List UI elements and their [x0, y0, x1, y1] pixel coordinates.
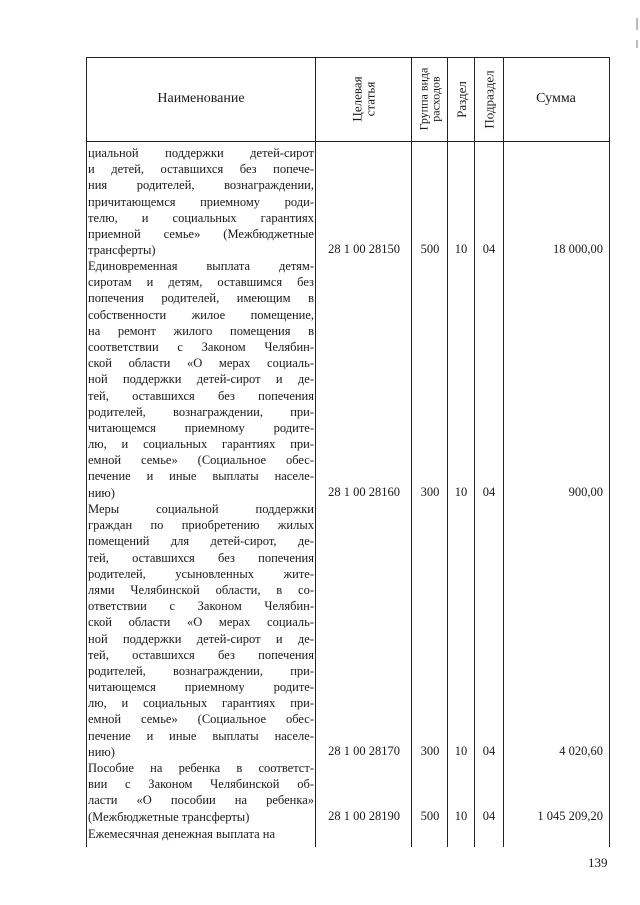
description-line: собственности жилое помещение, — [88, 307, 314, 322]
description-line: печение и иные выплаты населе- — [88, 469, 314, 484]
scan-edge-mark — [636, 18, 638, 30]
description-line: на ремонт жилого помещения в — [88, 323, 314, 338]
scan-edge-mark — [636, 40, 638, 48]
table-border-left — [86, 57, 87, 847]
description-line: тей, оставшихся без попечения — [88, 388, 314, 403]
row-section: 10 — [454, 744, 468, 758]
page-number: 139 — [588, 855, 608, 870]
description-line: ласти «О пособии на ребенка» — [88, 793, 314, 808]
description-line: нию) — [88, 744, 115, 759]
header-code: Целевая статья — [349, 76, 378, 122]
description-line: Меры социальной поддержки — [88, 502, 314, 516]
description-line: телю, и социальных гарантиях — [88, 210, 314, 225]
description-line: граждан по приобретению жилых — [88, 518, 314, 533]
row-code: 28 1 00 28190 — [328, 809, 400, 823]
description-line: соответствии с Законом Челябин- — [88, 339, 314, 354]
description-line: сиротам и детям, оставшимся без — [88, 275, 314, 290]
description-line: ной поддержки детей-сирот и де- — [88, 372, 314, 387]
description-line: циальной поддержки детей-сирот — [88, 146, 314, 160]
row-group: 300 — [420, 744, 440, 758]
description-line: читающемся приемному родите- — [88, 680, 314, 695]
description-line: родителей, вознаграждении, при- — [88, 404, 314, 419]
table-border-right — [609, 57, 610, 847]
row-subsection: 04 — [482, 744, 496, 758]
description-line: Ежемесячная денежная выплата на — [88, 827, 275, 841]
description-line: и детей, оставшихся без попече- — [88, 162, 314, 177]
row-sum: 18 000,00 — [553, 242, 603, 256]
description-line: помещений для детей-сирот, де- — [88, 534, 314, 549]
row-code: 28 1 00 28170 — [328, 744, 400, 758]
description-line: читающемся приемному родите- — [88, 420, 314, 435]
row-description — [88, 145, 314, 258]
row-section: 10 — [454, 485, 468, 499]
col-divider-group — [447, 57, 448, 847]
description-line: лю, и социальных гарантиях при- — [88, 696, 314, 711]
row-description — [88, 760, 314, 825]
description-line: ния родителей, вознаграждении, — [88, 178, 314, 193]
row-sum: 900,00 — [568, 485, 603, 499]
header-subsection: Подраздел — [481, 69, 497, 129]
header-group: Группа вида расходов — [416, 67, 443, 131]
row-group: 500 — [420, 809, 440, 823]
description-line: лю, и социальных гарантиях при- — [88, 437, 314, 452]
description-line: попечения родителей, имеющим в — [88, 291, 314, 306]
row-section: 10 — [454, 809, 468, 823]
col-divider-name — [315, 57, 316, 847]
row-code: 28 1 00 28150 — [328, 242, 400, 256]
description-line: причитающемся приемному роди- — [88, 194, 314, 209]
row-sum: 4 020,60 — [559, 744, 603, 758]
description-line: нию) — [88, 485, 115, 500]
description-line: ской области «О мерах социаль- — [88, 615, 314, 630]
col-divider-code — [411, 57, 412, 847]
description-line: (Межбюджетные трансферты) — [88, 809, 250, 824]
row-group: 300 — [420, 485, 440, 499]
description-line: Пособие на ребенка в соответст- — [88, 761, 314, 775]
description-line: вии с Законом Челябинской об- — [88, 777, 314, 792]
row-group: 500 — [420, 242, 440, 256]
description-line: ответствии с Законом Челябин- — [88, 599, 314, 614]
description-line: лями Челябинской области, в со- — [88, 582, 314, 597]
header-section: Раздел — [453, 80, 469, 118]
row-subsection: 04 — [482, 809, 496, 823]
description-line: емной семье» (Социальное обес- — [88, 453, 314, 468]
col-divider-section — [474, 57, 475, 847]
row-code: 28 1 00 28160 — [328, 485, 400, 499]
row-sum: 1 045 209,20 — [537, 809, 603, 823]
description-line: родителей, вознаграждении, при- — [88, 663, 314, 678]
header-name: Наименование — [157, 91, 245, 106]
row-description — [88, 501, 314, 760]
description-line: родителей, усыновленных жите- — [88, 566, 314, 581]
row-subsection: 04 — [482, 242, 496, 256]
table-header-divider — [86, 141, 610, 142]
description-line: печение и иные выплаты населе- — [88, 728, 314, 743]
header-sum: Сумма — [536, 91, 576, 106]
description-line: трансферты) — [88, 243, 156, 258]
row-description — [88, 258, 314, 501]
description-line: тей, оставшихся без попечения — [88, 550, 314, 565]
description-line: тей, оставшихся без попечения — [88, 647, 314, 662]
description-line: емной семье» (Социальное обес- — [88, 712, 314, 727]
description-line: Единовременная выплата детям- — [88, 259, 314, 273]
description-line: приемной семье» (Межбюджетные — [88, 226, 314, 241]
col-divider-subsection — [503, 57, 504, 847]
row-subsection: 04 — [482, 485, 496, 499]
description-line: ской области «О мерах социаль- — [88, 356, 314, 371]
description-line: ной поддержки детей-сирот и де- — [88, 631, 314, 646]
row-section: 10 — [454, 242, 468, 256]
row-description — [88, 826, 314, 842]
